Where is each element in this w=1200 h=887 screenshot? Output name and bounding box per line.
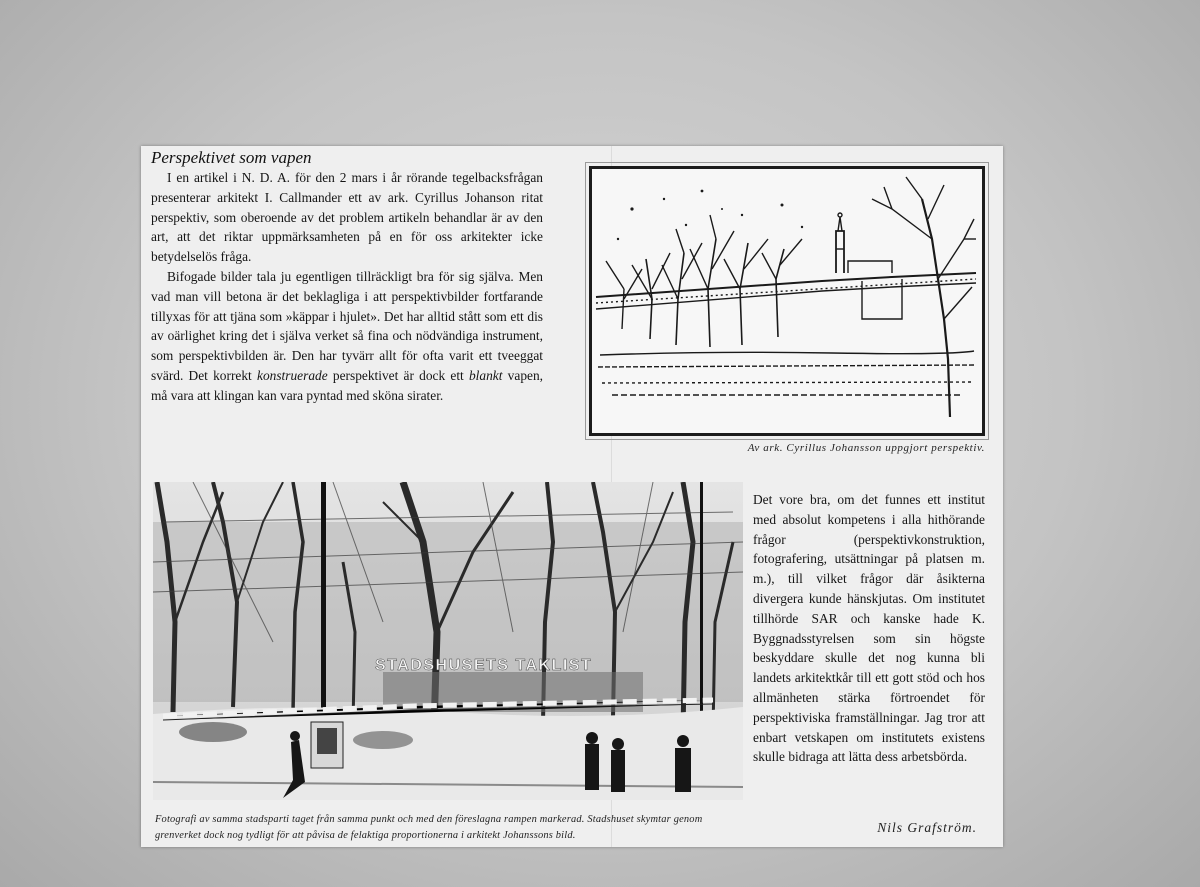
photo-caption: Fotografi av samma stadsparti taget från samma punkt och med den föreslagna rampen markerad. Stadshuset skymtar genom grenverket dock nog tydligt för att påvisa de felaktiga proportionerna i arkitekt Johanssons bild. [155,814,703,841]
article-paragraph-2 [151,267,543,406]
newspaper-clipping [141,146,1003,847]
paragraph-2-start: Bifogade bilder tala ju egentligen tillräckligt bra för sig själva. Men vad man vill betona är det beklagliga i att perspektivbilder fortfarande tillyxas för att tjäna som »käppar i hjulet». Det har alltid stått som ett dis av oärlighet kring det i själva verket så fina och nödvändiga instrument, som perspektivbilden är. Den har tyvärr allt för ofta varit ett tveeggat svärd. Det korrekt [151,268,543,383]
author-signature: Nils Grafström. [877,820,977,835]
article-column-left [151,168,543,406]
article-title: Perspektivet som vapen [151,148,312,167]
paragraph-2-mid: perspektivet är dock ett [327,367,469,383]
emphasis-konstruerade: konstruerade [257,367,328,383]
article-paragraph-3: Det vore bra, om det funnes ett institut med absolut kompetens i alla hithörande frågor (perspektivkonstruktion, fotografering, utsättningar på platsen m. m.), till vilket frågor där åsikterna divergera kunde hänskjutas. Om institutet tillhörde SAR och kanske hade K. Byggnadsstyrelsen som sin högste beskyddare skulle det nog kunna bli landets arkitektkår till ett gott stöd och hos allmänheten stärka förtroendet för perspektiviska framställningar. Jag tror att enbart vetskapen om institutets existens skulle bidraga att lätta dess arbetsbörda. [753,492,985,765]
photo-image [153,482,743,800]
article-paragraph-1: I en artikel i N. D. A. för den 2 mars i år rörande tegelbacksfrågan presenterar arkitekt I. Callmander ett av ark. Cyrillus Johanson ritat perspektiv, som oberoende av det problem artikeln behandlar är av den art, att det riktar uppmärksamheten på en för oss arkitekter icke betydelselös fråga. [151,170,543,265]
sketch-drawing [592,169,982,433]
sketch-caption: Av ark. Cyrillus Johansson uppgjort perspektiv. [747,442,985,454]
paragraph-2-end: vapen, må vara att klingan kan vara pyntad med sköna sirater. [151,367,543,403]
emphasis-blankt: blankt [468,367,503,383]
article-column-right [753,490,985,767]
street-photograph [153,482,743,800]
photo-label-text: STADSHUSETS TAKLIST [375,657,593,674]
perspective-sketch [589,166,985,436]
